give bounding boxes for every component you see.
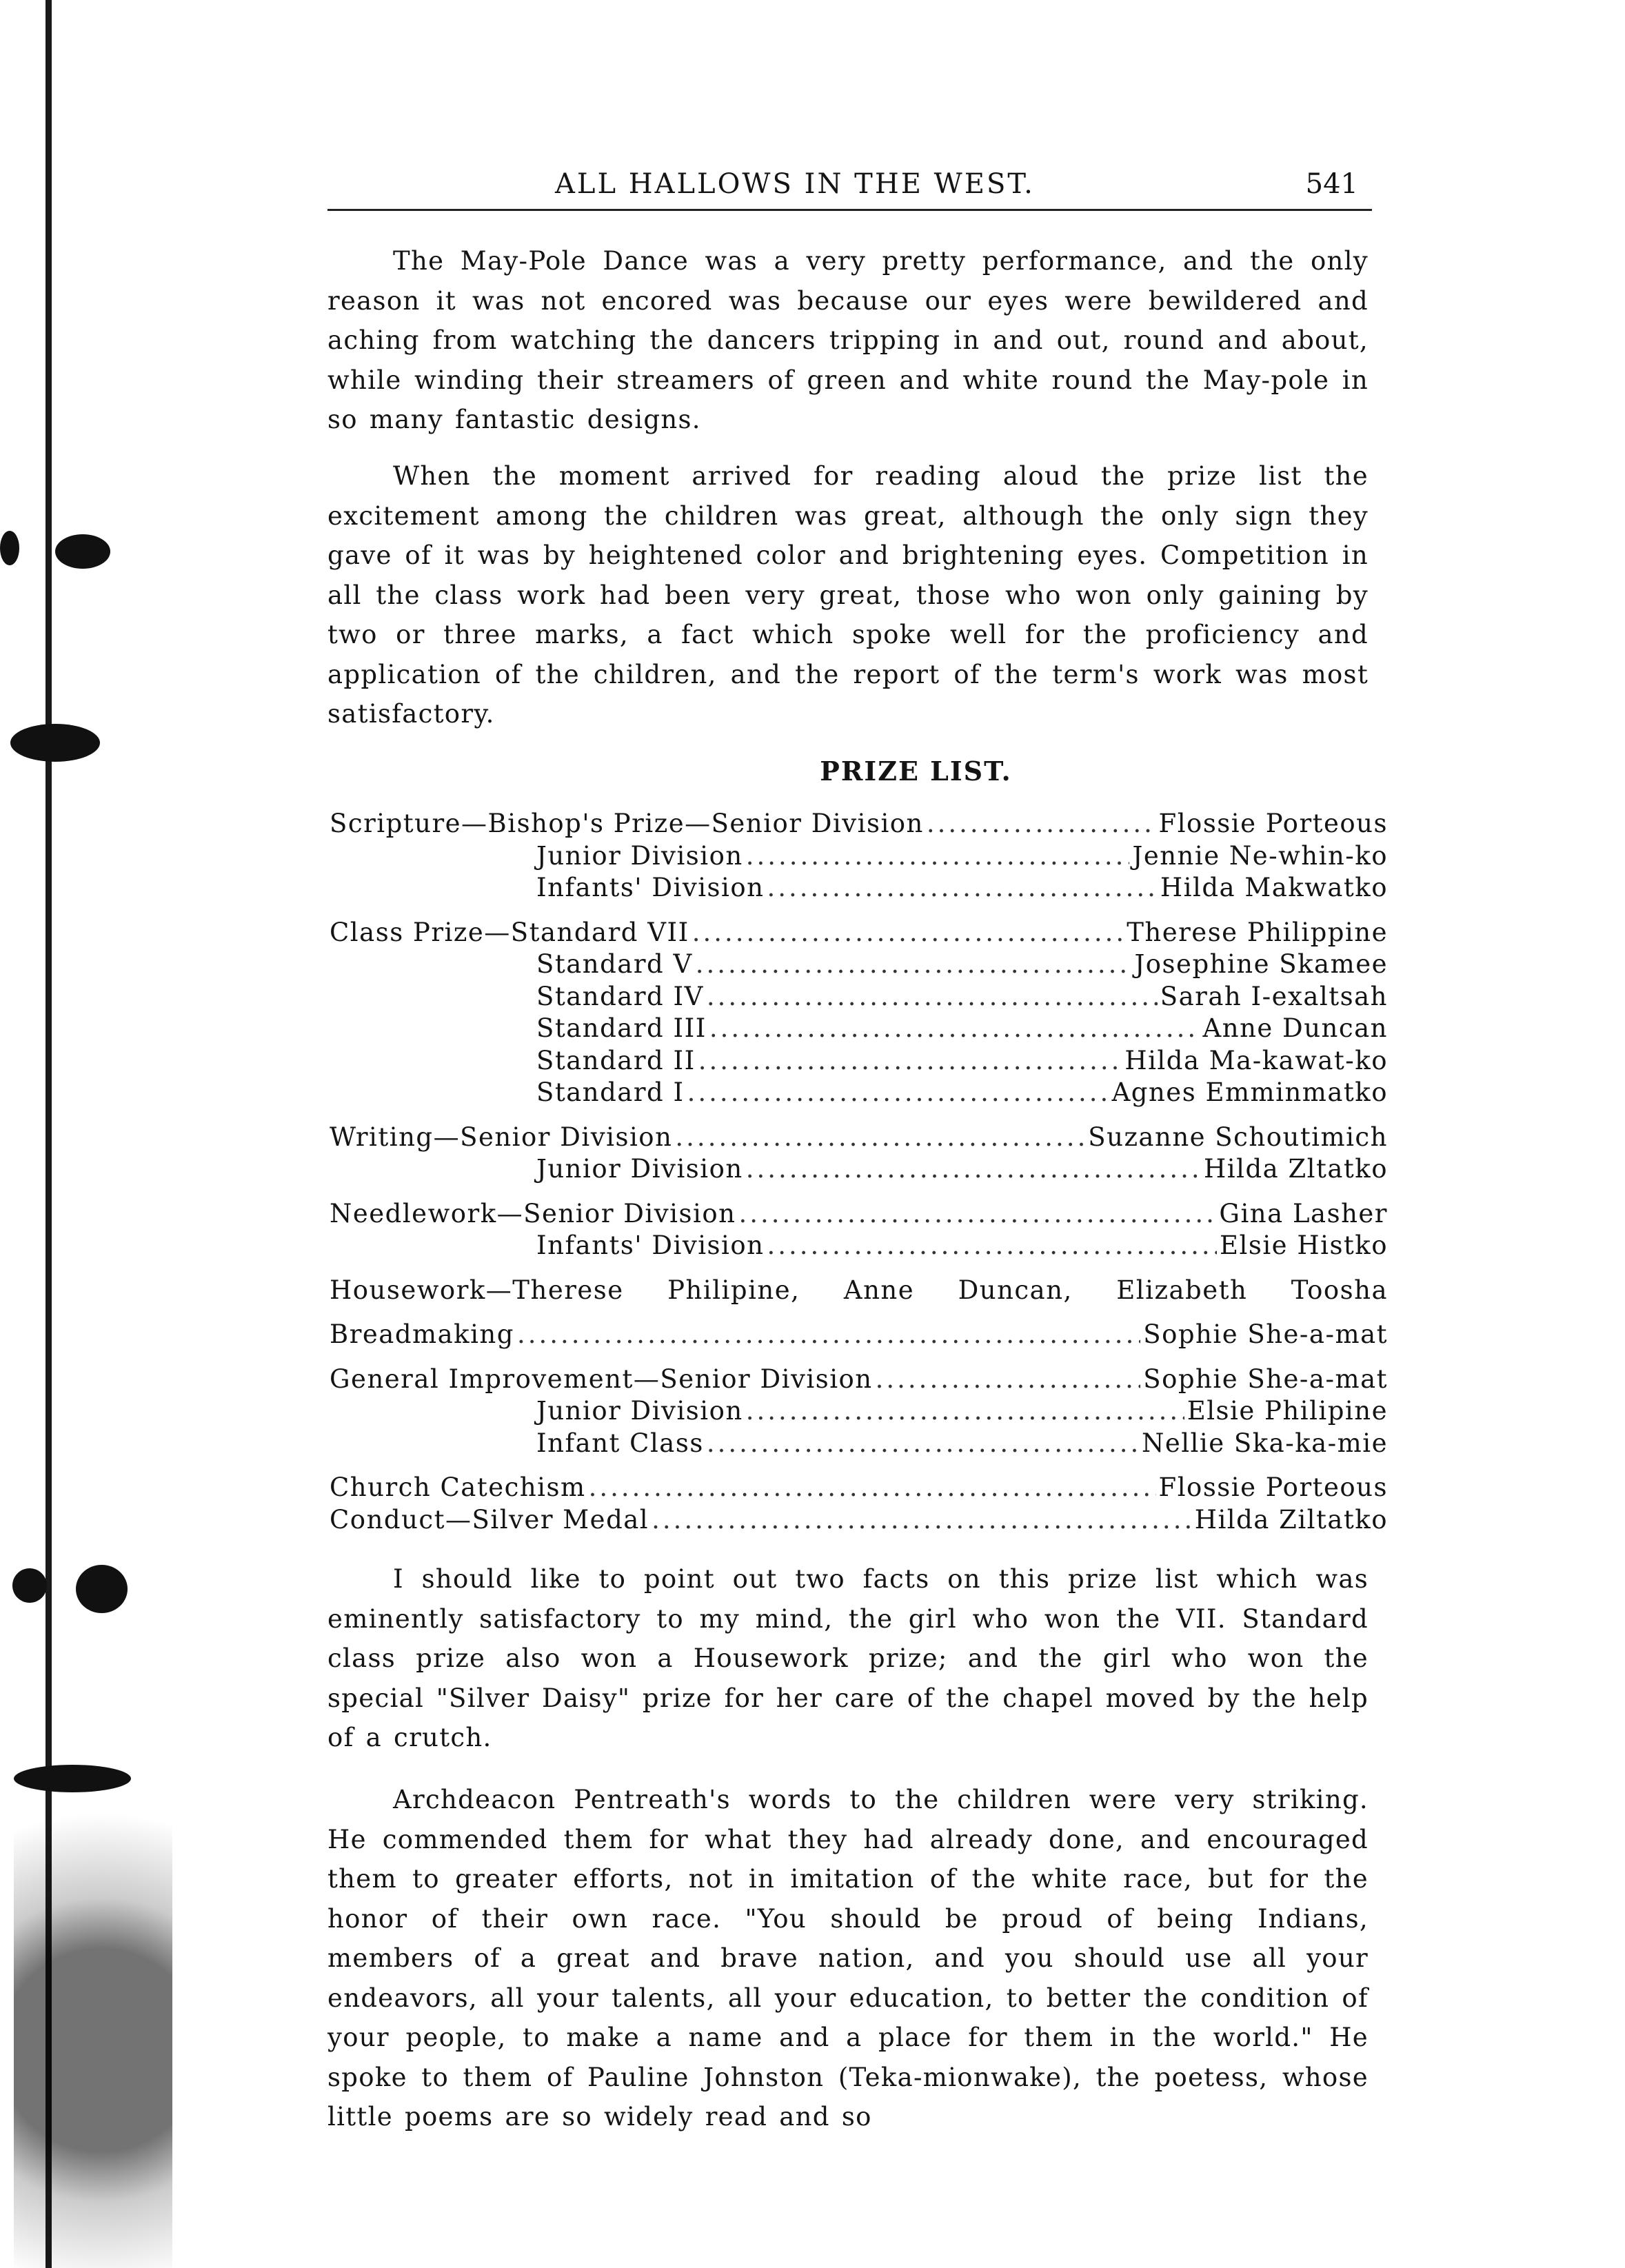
dot-leader [652, 1504, 1192, 1537]
prize-row [330, 1364, 1388, 1396]
prize-category: Standard IV [536, 981, 704, 1011]
prize-row [330, 1275, 1388, 1307]
dot-leader [767, 1230, 1217, 1262]
prize-winner: Nellie Ska-ka-mie [1141, 1428, 1388, 1458]
prize-category: Conduct—Silver Medal [330, 1504, 649, 1535]
prize-row [330, 981, 1388, 1013]
prize-group [330, 1364, 1388, 1460]
prize-category: Housework—Therese Philipine, Anne Duncan, Elizabeth Toosha [330, 1275, 1388, 1305]
prize-category: Standard I [536, 1077, 685, 1107]
prize-winner: Elsie Philipine [1187, 1396, 1388, 1426]
paragraph-maypole: The May-Pole Dance was a very pretty performance, and the only reason it was not encored was because our eyes were bewildered and aching from watching the dancers tripping in and out, round and about, while winding their streamers of green and white round the May-pole in so many fantastic designs. [327, 246, 1369, 434]
dot-leader [709, 1013, 1200, 1045]
prize-row [330, 1013, 1388, 1045]
prize-row [330, 1153, 1388, 1186]
prize-winner: Flossie Porteous [1158, 809, 1388, 838]
prize-winner: Hilda Zltatko [1204, 1154, 1388, 1184]
prize-category: Infants' Division [536, 1231, 765, 1260]
prize-list-heading: PRIZE LIST. [820, 756, 1012, 787]
prize-group [330, 808, 1388, 904]
prize-row [330, 1122, 1388, 1154]
prize-category: Church Catechism [330, 1472, 586, 1502]
header-title: ALL HALLOWS IN THE WEST. [555, 168, 1035, 200]
prize-winner: Gina Lasher [1219, 1198, 1388, 1228]
dot-leader [767, 872, 1157, 904]
dot-leader [589, 1472, 1156, 1504]
spine-blot [76, 1565, 128, 1613]
prize-row [330, 872, 1388, 904]
prize-row [330, 1230, 1388, 1262]
dot-leader [746, 1395, 1184, 1428]
page-number: 541 [1305, 168, 1358, 200]
prize-group [330, 917, 1388, 1109]
prize-category: General Improvement—Senior Division [330, 1364, 873, 1394]
prize-group [330, 1275, 1388, 1307]
prize-category: Junior Division [536, 840, 743, 871]
paragraph-prize-reading: When the moment arrived for reading aloud the prize list the excitement among the children was great, although the only sign they gave of it was by heightened color and brightening eyes. Competition in all the class work had been very great, those who won only gaining by two or three marks, a fact which spoke well for the proficiency and application of the children, and the report of the term's work was most satisfactory. [327, 461, 1369, 729]
prize-group [330, 1198, 1388, 1262]
dot-leader [692, 917, 1124, 949]
prize-group [330, 1472, 1388, 1536]
dot-leader [687, 1077, 1109, 1109]
prize-winner: Sarah I-exaltsah [1160, 981, 1388, 1011]
prize-category: Standard III [536, 1013, 707, 1043]
prize-winner: Suzanne Schoutimich [1088, 1122, 1388, 1152]
prize-category: Junior Division [536, 1396, 743, 1426]
prize-category: Infants' Division [536, 873, 765, 902]
prize-winner: Hilda Ziltatko [1194, 1504, 1388, 1535]
dot-leader [927, 808, 1156, 840]
prize-category: Junior Division [536, 1154, 743, 1184]
paragraph-two-facts: I should like to point out two facts on this prize list which was eminently satisfactory to my mind, the girl who won the VII. Standard class prize also won a Housework prize; and the girl who won the special "Silver Daisy" prize for her care of the chapel moved by the help of a crutch. [327, 1564, 1369, 1752]
prize-winner: Elsie Histko [1220, 1231, 1388, 1260]
prize-category: Infant Class [536, 1428, 704, 1458]
prize-row [330, 808, 1388, 840]
dot-leader [707, 1428, 1139, 1460]
prize-winner: Josephine Skamee [1134, 949, 1388, 979]
prize-row [330, 840, 1388, 873]
prize-row [330, 1198, 1388, 1231]
prize-winner: Jennie Ne-whin-ko [1132, 840, 1388, 871]
prize-row [330, 917, 1388, 949]
prize-category: Standard II [536, 1045, 696, 1075]
prize-list [330, 808, 1388, 1548]
prize-group [330, 1319, 1388, 1351]
prize-winner: Flossie Porteous [1158, 1472, 1388, 1502]
prize-winner: Anne Duncan [1202, 1013, 1388, 1043]
dot-leader [698, 1045, 1122, 1077]
dot-leader [738, 1198, 1216, 1231]
dot-leader [517, 1319, 1140, 1351]
prize-category: Scripture—Bishop's Prize—Senior Division [330, 809, 924, 838]
prize-row [330, 1319, 1388, 1351]
header-rule [327, 209, 1372, 211]
prize-winner: Hilda Ma-kawat-ko [1124, 1045, 1388, 1075]
spine-blot [0, 531, 19, 565]
spine-speckle [14, 1723, 172, 2268]
prize-row [330, 1472, 1388, 1504]
prize-winner: Hilda Makwatko [1160, 873, 1388, 902]
dot-leader [707, 981, 1158, 1013]
dot-leader [675, 1122, 1085, 1154]
dot-leader [746, 840, 1130, 873]
prize-winner: Therese Philippine [1127, 917, 1388, 947]
running-header [327, 163, 1372, 211]
prize-winner: Sophie She-a-mat [1143, 1319, 1388, 1349]
spine-blot [55, 534, 110, 569]
paragraph-archdeacon: Archdeacon Pentreath's words to the children were very striking. He commended them for what they had already done, and encouraged them to greater efforts, not in imitation of the white race, but for the honor of their own race. "You should be proud of being Indians, members of a great and brave nation, and you should use all your endeavors, all your talents, all your education, to better the condition of your people, to make a name and a place for them in the world." He spoke to them of Pauline Johnston (Teka-mionwake), the poetess, whose little poems are so widely read and so [327, 1785, 1369, 2132]
prize-category: Class Prize—Standard VII [330, 917, 689, 947]
dot-leader [876, 1364, 1141, 1396]
prize-row [330, 1395, 1388, 1428]
dot-leader [746, 1153, 1201, 1186]
prize-category: Writing—Senior Division [330, 1122, 673, 1152]
prize-category: Standard V [536, 949, 693, 979]
spine-blot [12, 1568, 47, 1603]
prize-row [330, 949, 1388, 981]
prize-winner: Sophie She-a-mat [1143, 1364, 1388, 1394]
prize-group [330, 1122, 1388, 1186]
prize-row [330, 1504, 1388, 1537]
dot-leader [696, 949, 1132, 981]
prize-row [330, 1428, 1388, 1460]
prize-row [330, 1045, 1388, 1077]
prize-category: Needlework—Senior Division [330, 1198, 736, 1228]
prize-category: Breadmaking [330, 1319, 514, 1349]
prize-winner: Agnes Emminmatko [1111, 1077, 1388, 1107]
prize-row [330, 1077, 1388, 1109]
